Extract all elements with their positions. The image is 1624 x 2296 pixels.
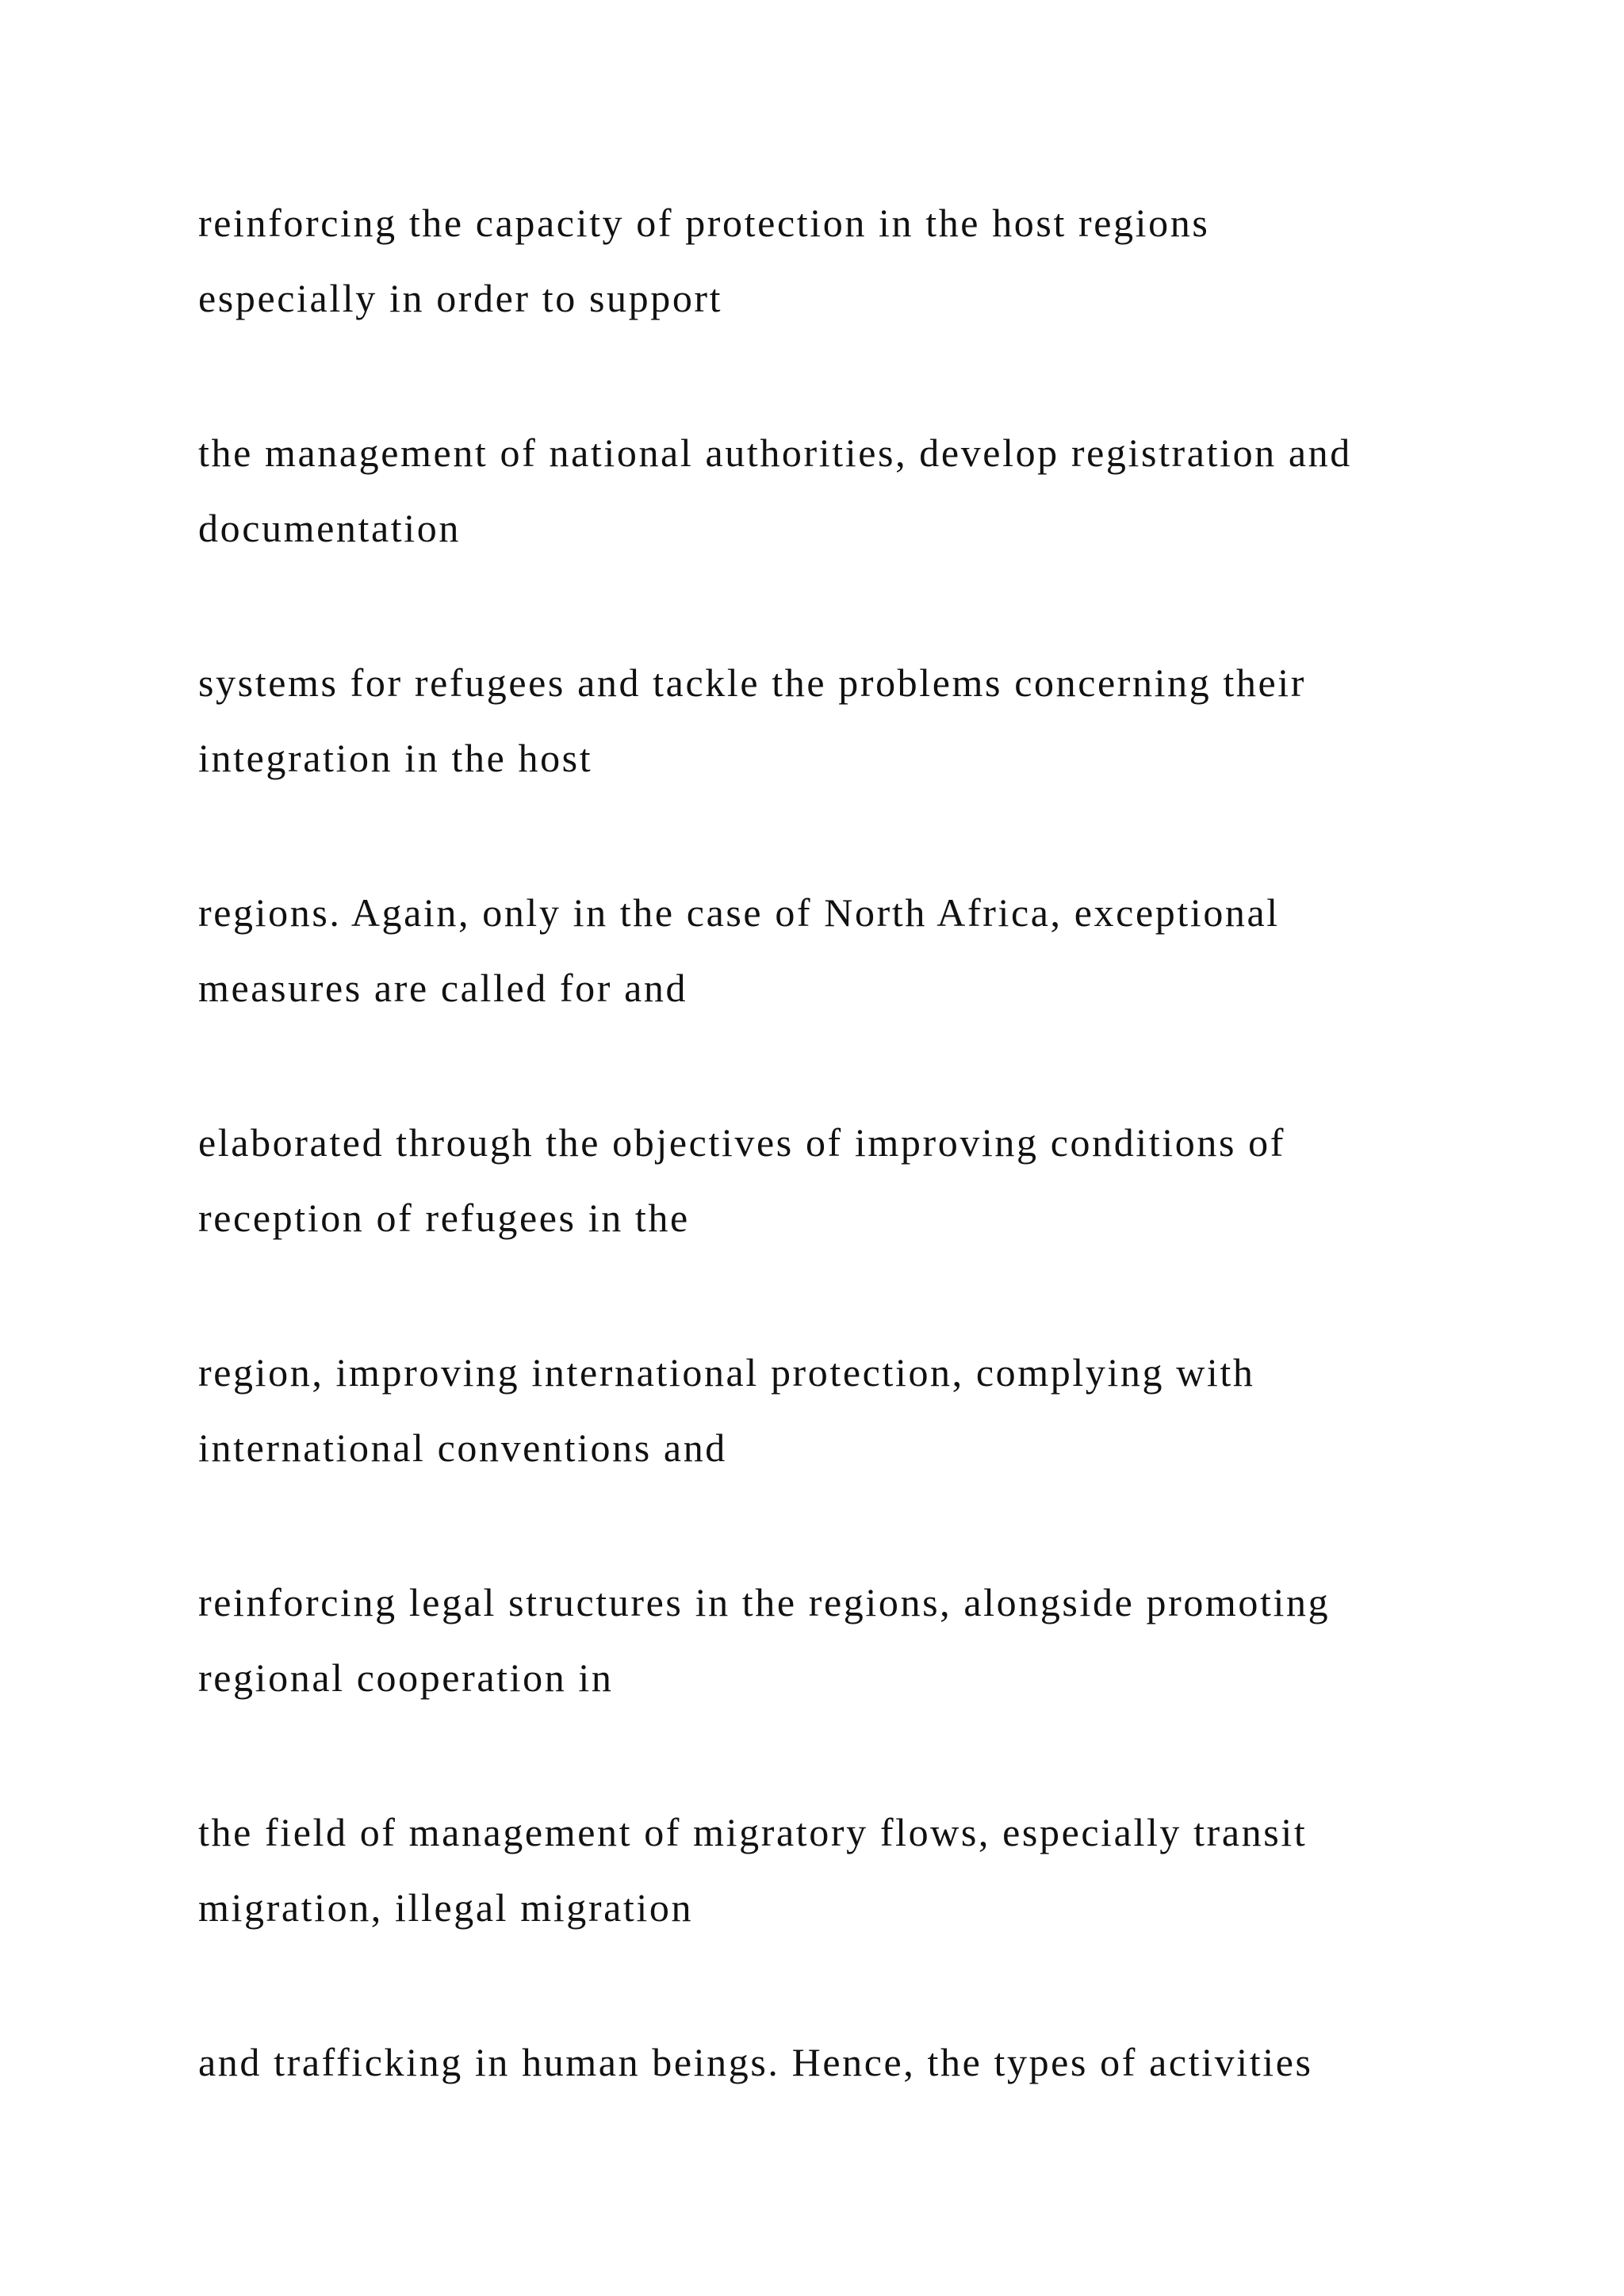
text-line: and trafficking in human beings. Hence, the types of activities (198, 2040, 1313, 2084)
text-line: regional cooperation in (198, 1655, 614, 1700)
text-line: especially in order to support (198, 276, 723, 320)
text-line: systems for refugees and tackle the problems concerning their (198, 660, 1307, 705)
text-line: regions. Again, only in the case of North Africa, exceptional (198, 890, 1280, 935)
text-line: measures are called for and (198, 966, 688, 1010)
text-line: elaborated through the objectives of improving conditions of (198, 1120, 1285, 1165)
text-line: reinforcing legal structures in the regions, alongside promoting (198, 1580, 1331, 1624)
text-line: documentation (198, 506, 461, 550)
text-line: region, improving international protection, complying with (198, 1350, 1255, 1395)
text-line: migration, illegal migration (198, 1885, 694, 1930)
text-line: integration in the host (198, 736, 593, 780)
text-line: international conventions and (198, 1425, 727, 1470)
text-line: the management of national authorities, develop registration and (198, 430, 1352, 475)
text-line: the field of management of migratory flows, especially transit (198, 1810, 1308, 1854)
text-line: reception of refugees in the (198, 1196, 690, 1240)
text-line: reinforcing the capacity of protection in the host regions (198, 201, 1210, 245)
